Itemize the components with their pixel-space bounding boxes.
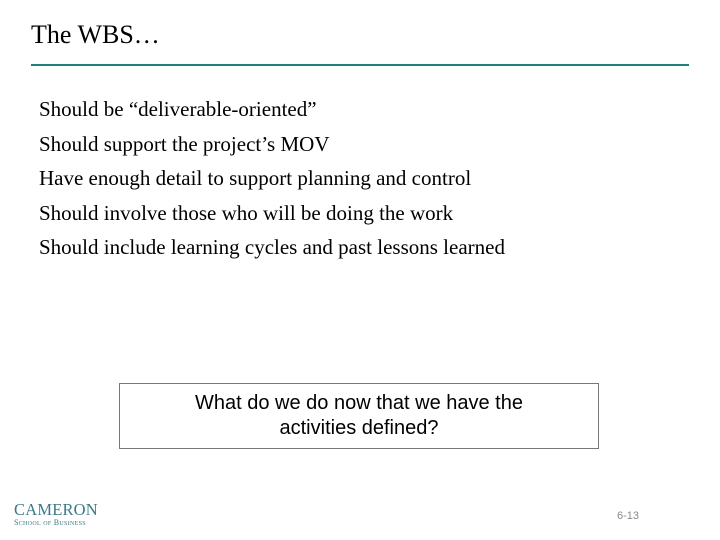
bullet-item: Should include learning cycles and past lessons learned: [39, 235, 505, 259]
bullet-item: Should support the project’s MOV: [39, 131, 330, 156]
bullet-item: Have enough detail to support planning and control: [39, 166, 472, 190]
logo-name: CAMERON: [14, 500, 98, 519]
title-divider: [31, 64, 689, 66]
bullet-list: [39, 92, 505, 265]
callout-box: What do we do now that we have the activities defined?: [119, 383, 599, 449]
logo-subtitle: School of Business: [14, 518, 86, 527]
bullet-item: Should involve those who will be doing the work: [39, 200, 454, 225]
page-number: 6-13: [617, 510, 640, 522]
bullet-item: Should be “deliverable-oriented”: [39, 97, 317, 121]
slide-title: The WBS…: [31, 20, 160, 49]
cameron-logo: [14, 502, 114, 528]
